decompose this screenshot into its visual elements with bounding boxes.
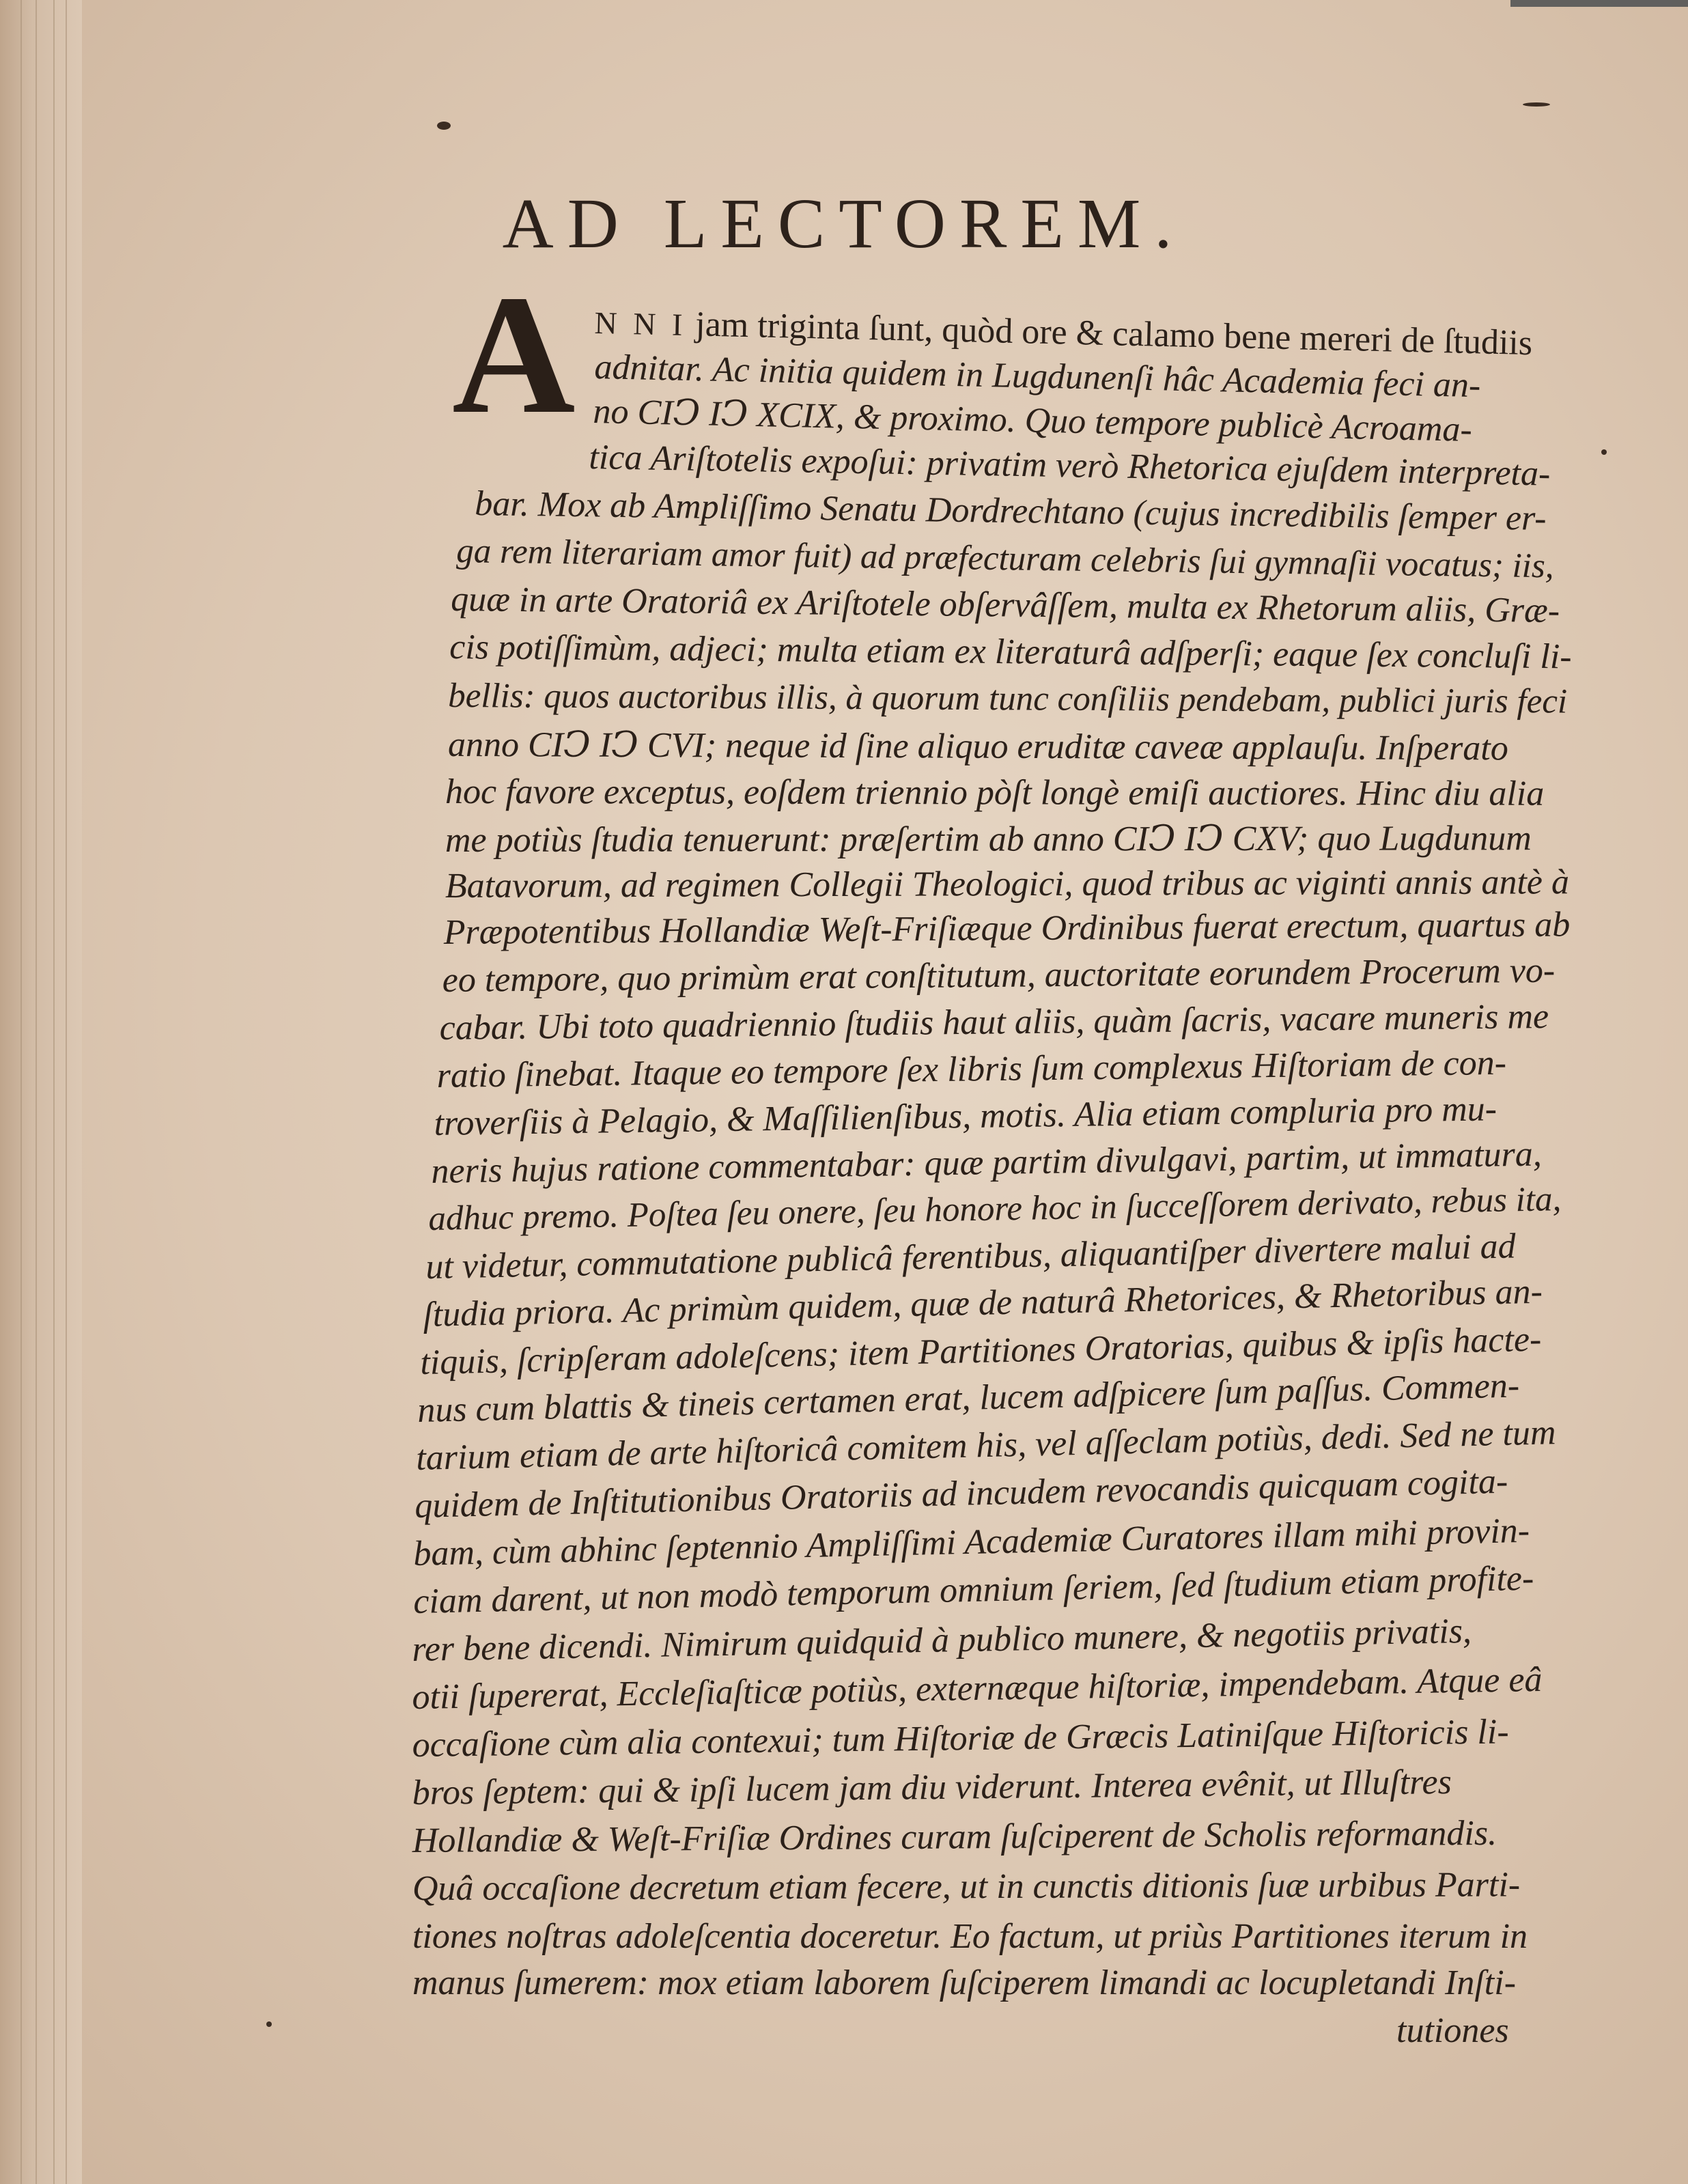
page-gutter xyxy=(0,0,82,2184)
text-line: tica Ariſtotelis expoſui: privatim verò Rhetorica ejuſdem interpreta- xyxy=(589,438,1551,494)
gutter-edge-line xyxy=(66,0,67,2184)
text-line: cabar. Ubi toto quadriennio ſtudiis haut aliis, quàm ſacris, vacare muneris me xyxy=(439,996,1549,1048)
text-line: Hollandiæ & Weſt-Friſiæ Ordines curam ſuſciperent de Scholis reformandis. xyxy=(412,1813,1497,1860)
catchword: tutiones xyxy=(1396,2011,1509,2050)
text-line: ut videtur, commutatione publicâ ferentibus, aliquantiſper divertere malui ad xyxy=(425,1227,1517,1287)
text-line: adnitar. Ac initia quidem in Lugdunenſi hâc Academia feci an- xyxy=(594,348,1481,406)
text-line: occaſione cùm alia contexui; tum Hiſtoriæ de Græcis Latiniſque Hiſtoricis li- xyxy=(412,1712,1509,1765)
text-line: bam, cùm abhinc ſeptennio Ampliſſimi Academiæ Curatores illam mihi provin- xyxy=(412,1511,1530,1574)
text-line: quæ in arte Oratoriâ ex Ariſtotele obſervâſſem, multa ex Rhetorum aliis, Græ- xyxy=(451,580,1560,631)
text-line: rer bene dicendi. Nimirum quidquid à publico munere, & negotiis privatis, xyxy=(411,1611,1472,1670)
text-line: tiquis, ſcripſeram adoleſcens; item Partitiones Oratorias, quibus & ipſis hacte- xyxy=(419,1319,1542,1383)
gutter-edge-line xyxy=(53,0,55,2184)
text-line: adhuc premo. Poſtea ſeu onere, ſeu honore hoc in ſucceſſorem derivato, rebus ita, xyxy=(428,1180,1562,1239)
text-line: ciam darent, ut non modò temporum omnium ſeriem, ſed ſtudium etiam profite- xyxy=(412,1558,1534,1622)
ink-speck xyxy=(266,2021,272,2027)
text-line: otii ſupererat, Eccleſiaſticæ potiùs, externæque hiſtoriæ, impendebam. Atque eâ xyxy=(412,1660,1543,1718)
text-line: ga rem literariam amor fuit) ad præfecturam celebris ſui gymnaſii vocatus; iis, xyxy=(456,532,1554,586)
text-line: troverſiis à Pelagio, & Maſſilienſibus, motis. Alia etiam compluria pro mu- xyxy=(434,1089,1497,1144)
text-line: tarium etiam de arte hiſtoricâ comitem his, vel aſſeclam potiùs, dedi. Sed ne tum xyxy=(415,1413,1557,1479)
text-line: Quâ occaſione decretum etiam fecere, ut in cunctis ditionis ſuæ urbibus Parti- xyxy=(412,1865,1521,1908)
text-line: cis potiſſimùm, adjeci; multa etiam ex literaturâ adſperſi; eaque ſex concluſi li- xyxy=(449,628,1572,677)
first-line-text: jam triginta ſunt, quòd ore & calamo bene mereri de ſtudiis xyxy=(694,305,1533,363)
ink-speck xyxy=(1523,102,1550,107)
text-line: hoc favore exceptus, eoſdem triennio pòſt longè emiſi auctiores. Hinc diu alia xyxy=(445,772,1545,813)
ink-speck xyxy=(1601,449,1607,455)
page-top-edge xyxy=(1510,0,1688,7)
gutter-edge-line xyxy=(36,0,37,2184)
text-line: ſtudia priora. Ac primùm quidem, quæ de naturâ Rhetorices, & Rhetoribus an- xyxy=(422,1272,1543,1335)
text-line: no CIↃ IↃ XCIX, & proximo. Quo tempore publicè Acroama- xyxy=(593,392,1473,449)
text-line: me potiùs ſtudia tenuerunt: præſertim ab anno CIↃ IↃ CXV; quo Lugdunum xyxy=(445,819,1532,860)
text-line: manus ſumerem: mox etiam laborem ſuſciperem limandi ac locupletandi Inſti- xyxy=(412,1963,1517,2002)
text-line: neris hujus ratione commentabar: quæ partim divulgavi, partim, ut immatura, xyxy=(431,1134,1543,1192)
text-line: bellis: quos auctoribus illis, à quorum tunc conſiliis pendebam, publici juris feci xyxy=(448,677,1568,721)
gutter-edge-line xyxy=(20,0,22,2184)
text-line: bros ſeptem: qui & ipſi lucem jam diu viderunt. Interea evênit, ut Illuſtres xyxy=(412,1763,1452,1812)
text-line: Batavorum, ad regimen Collegii Theologici, quod tribus ac viginti annis antè à xyxy=(445,863,1570,906)
text-line: bar. Mox ab Ampliſſimo Senatu Dordrechtano (cujus incredibilis ſemper er- xyxy=(475,484,1547,538)
text-line: eo tempore, quo primùm erat conſtitutum, auctoritate eorundem Procerum vo- xyxy=(442,951,1556,1000)
drop-cap: A xyxy=(452,260,576,449)
text-line: Præpotentibus Hollandiæ Weſt-Friſiæque Ordinibus fuerat erectum, quartus ab xyxy=(443,905,1571,952)
text-line: ratio ſinebat. Itaque eo tempore ſex libris ſum complexus Hiſtoriam de con- xyxy=(436,1043,1507,1096)
text-line: tiones noſtras adoleſcentia doceretur. Eo factum, ut priùs Partitiones iterum in xyxy=(412,1917,1528,1956)
text-line: nus cum blattis & tineis certamen erat, lucem adſpicere ſum paſſus. Commen- xyxy=(417,1366,1520,1431)
text-line: quidem de Inſtitutionibus Oratoriis ad incudem revocandis quicquam cogita- xyxy=(414,1461,1508,1526)
page-title: AD LECTOREM. xyxy=(502,184,1186,263)
ink-speck xyxy=(437,122,451,130)
first-line-caps: N N I xyxy=(594,305,687,343)
text-line: anno CIↃ IↃ CVI; neque id ſine aliquo eruditæ caveæ applauſu. Inſperato xyxy=(448,725,1508,768)
